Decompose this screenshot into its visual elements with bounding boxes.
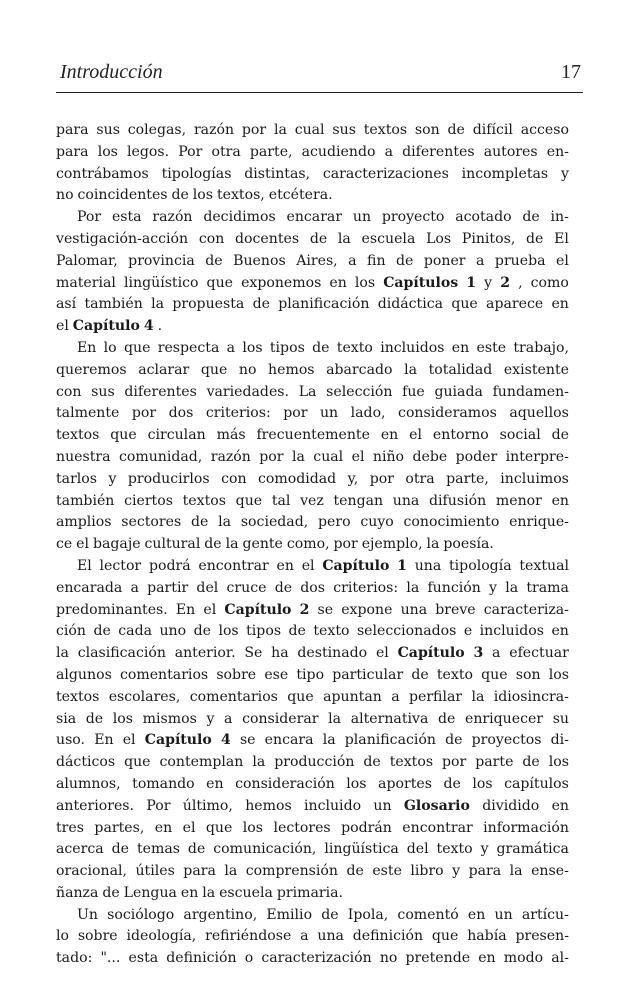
text-line: con sus diferentes variedades. La selección fue guiada fundamen- [56,383,569,400]
text-line: nuestra comunidad, razón por la cual el niño debe poder interpre- [56,448,569,465]
text-line: tarlos y producirlos con comodidad y, por otra parte, incluimos [56,470,569,487]
text-line: vestigación-acción con docentes de la escuela Los Pinitos, de El [56,230,569,247]
text-line: sia de los mismos y a considerar la alternativa de enriquecer su [56,710,569,727]
text-line: contrábamos tipologías distintas, caracterizaciones incompletas y [56,165,569,182]
paragraph [56,120,569,207]
body-text [56,120,569,970]
text-line: oracional, útiles para la comprensión de este libro y para la ense- [56,863,569,880]
paragraph [56,556,569,905]
text-line: para sus colegas, razón por la cual sus textos son de difícil acceso [56,122,569,138]
text-line: predominantes. En el Capítulo 2 se expone una breve caracteriza- [56,601,569,618]
text-line: Palomar, provincia de Buenos Aires, a fin de poner a prueba el [56,252,569,269]
text-line: material lingüístico que exponemos en los Capítulos 1 y 2 , como [56,274,569,291]
text-line: para los legos. Por otra parte, acudiendo a diferentes autores en- [56,143,569,160]
text-line: dácticos que contemplan la producción de textos por parte de los [56,754,569,771]
running-header [56,58,583,93]
chapter-title: Introducción [60,61,163,83]
text-line: así también la propuesta de planificación didáctica que aparece en [56,296,569,313]
paragraph [56,905,569,970]
text-line: el Capítulo 4 . [56,318,163,335]
text-line: Por esta razón decidimos encarar un proyecto acotado de in- [77,209,569,226]
text-line: Un sociólogo argentino, Emilio de Ipola, comentó en un artícu- [77,906,569,923]
text-line: ce el bagaje cultural de la gente como, por ejemplo, la poesía. [56,536,494,553]
text-line: ción de cada uno de los tipos de texto seleccionados e incluidos en [56,623,569,640]
text-line: alumnos, tomando en consideración los aportes de los capítulos [56,775,569,792]
paragraph [56,338,569,556]
text-line: talmente por dos criterios: por un lado, consideramos aquellos [56,405,569,422]
text-line: amplios sectores de la sociedad, pero cuyo conocimiento enrique- [56,514,569,531]
text-line: encarada a partir del cruce de dos criterios: la función y la trama [56,579,569,596]
text-line: anteriores. Por último, hemos incluido un Glosario dividido en [56,797,569,814]
text-line: lo sobre ideología, refiriéndose a una definición que había presen- [56,928,569,945]
text-line: tado: "... esta definición o caracterización no pretende en modo al- [56,950,569,967]
text-line: El lector podrá encontrar en el Capítulo 1 una tipología textual [77,557,569,574]
text-line: la clasificación anterior. Se ha destinado el Capítulo 3 a efectuar [56,645,569,662]
text-line: uso. En el Capítulo 4 se encara la planificación de proyectos di- [56,732,569,749]
page-number: 17 [561,61,581,83]
text-line: algunos comentarios sobre ese tipo particular de texto que son los [56,666,569,683]
text-line: textos que circulan más frecuentemente en el entorno social de [56,427,569,444]
text-line: ñanza de Lengua en la escuela primaria. [56,884,343,901]
text-line: no coincidentes de los textos, etcétera. [56,187,333,204]
text-line: también ciertos textos que tal vez tengan una difusión menor en [56,492,569,509]
text-line: queremos aclarar que no hemos abarcado la totalidad existente [56,361,569,378]
paragraph [56,207,569,338]
text-line: En lo que respecta a los tipos de texto incluidos en este trabajo, [77,339,569,356]
text-line: tres partes, en el que los lectores podrán encontrar información [56,819,569,836]
text-line: acerca de temas de comunicación, lingüística del texto y gramática [56,841,569,858]
text-line: textos escolares, comentarios que apuntan a perfilar la idiosincra- [56,688,569,705]
